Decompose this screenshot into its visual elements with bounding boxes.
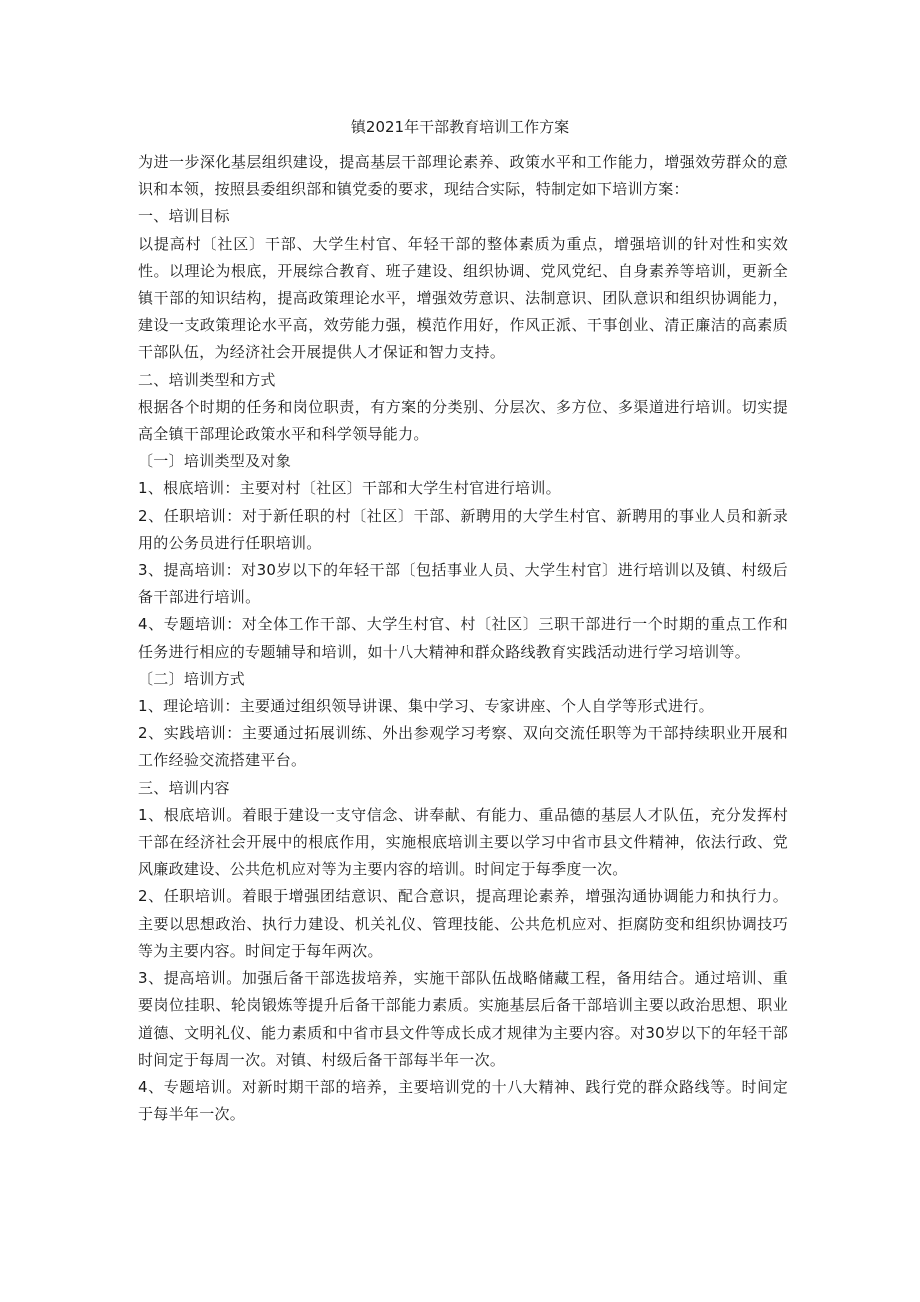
document-body <box>138 149 788 1128</box>
section-heading-types: 二、培训类型和方式 <box>138 370 276 389</box>
list-item: 3、提高培训：对30岁以下的年轻干部〔包括事业人员、大学生村官〕进行培训以及镇、村级后备干部进行培训。 <box>138 561 788 607</box>
list-item: 4、专题培训。对新时期干部的培养，主要培训党的十八大精神、践行党的群众路线等。时间定于每半年一次。 <box>138 1077 788 1124</box>
list-item: 4、专题培训：对全体工作干部、大学生村官、村〔社区〕三职干部进行一个时期的重点工作和任务进行相应的专题辅导和培训，如十八大精神和群众路线教育实践活动进行学习培训等。 <box>138 615 788 661</box>
subsection-heading-types-targets: 〔一〕培训类型及对象 <box>138 452 292 471</box>
list-item: 2、实践培训：主要通过拓展训练、外出参观学习考察、双向交流任职等为干部持续职业开展和工作经验交流搭建平台。 <box>138 724 788 770</box>
list-item: 2、任职培训。着眼于增强团结意识、配合意识，提高理论素养，增强沟通协调能力和执行力。主要以思想政治、执行力建设、机关礼仪、管理技能、公共危机应对、拒腐防变和组织协调技巧等为主要内容。时间定于每年两次。 <box>138 887 788 960</box>
list-item: 2、任职培训：对于新任职的村〔社区〕干部、新聘用的大学生村官、新聘用的事业人员和新录用的公务员进行任职培训。 <box>138 506 788 552</box>
intro-paragraph: 为进一步深化基层组织建设，提高基层干部理论素养、政策水平和工作能力，增强效劳群众的意识和本领，按照县委组织部和镇党委的要求，现结合实际，特制定如下培训方案： <box>138 153 788 199</box>
types-paragraph: 根据各个时期的任务和岗位职责，有方案的分类别、分层次、多方位、多渠道进行培训。切实提高全镇干部理论政策水平和科学领导能力。 <box>138 397 788 444</box>
section-heading-content: 三、培训内容 <box>138 778 230 797</box>
subsection-heading-methods: 〔二〕培训方式 <box>138 669 246 688</box>
list-item: 1、根底培训：主要对村〔社区〕干部和大学生村官进行培训。 <box>138 479 561 498</box>
list-item: 1、理论培训：主要通过组织领导讲课、集中学习、专家讲座、个人自学等形式进行。 <box>138 697 714 716</box>
document-title: 镇2021年干部教育培训工作方案 <box>350 118 570 136</box>
list-item: 1、根底培训。着眼于建设一支守信念、讲奉献、有能力、重品德的基层人才队伍，充分发挥村干部在经济社会开展中的根底作用，实施根底培训主要以学习中省市县文件精神，依法行政、党风廉政建设、公共危机应对等为主要内容的培训。时间定于每季度一次。 <box>138 805 788 879</box>
goals-paragraph: 以提高村〔社区〕干部、大学生村官、年轻干部的整体素质为重点，增强培训的针对性和实效性。以理论为根底，开展综合教育、班子建设、组织协调、党风党纪、自身素养等培训，更新全镇干部的知识结构，提高政策理论水平，增强效劳意识、法制意识、团队意识和组织协调能力，建设一支政策理论水平高，效劳能力强，模范作用好，作风正派、干事创业、清正廉洁的高素质干部队伍，为经济社会开展提供人才保证和智力支持。 <box>138 234 788 362</box>
list-item: 3、提高培训。加强后备干部选拔培养，实施干部队伍战略储藏工程，备用结合。通过培训、重要岗位挂职、轮岗锻炼等提升后备干部能力素质。实施基层后备干部培训主要以政治思想、职业道德、文明礼仪、能力素质和中省市县文件等成长成才规律为主要内容。对30岁以下的年轻干部时间定于每周一次。对镇、村级后备干部每半年一次。 <box>138 969 788 1069</box>
section-heading-goals: 一、培训目标 <box>138 207 230 226</box>
